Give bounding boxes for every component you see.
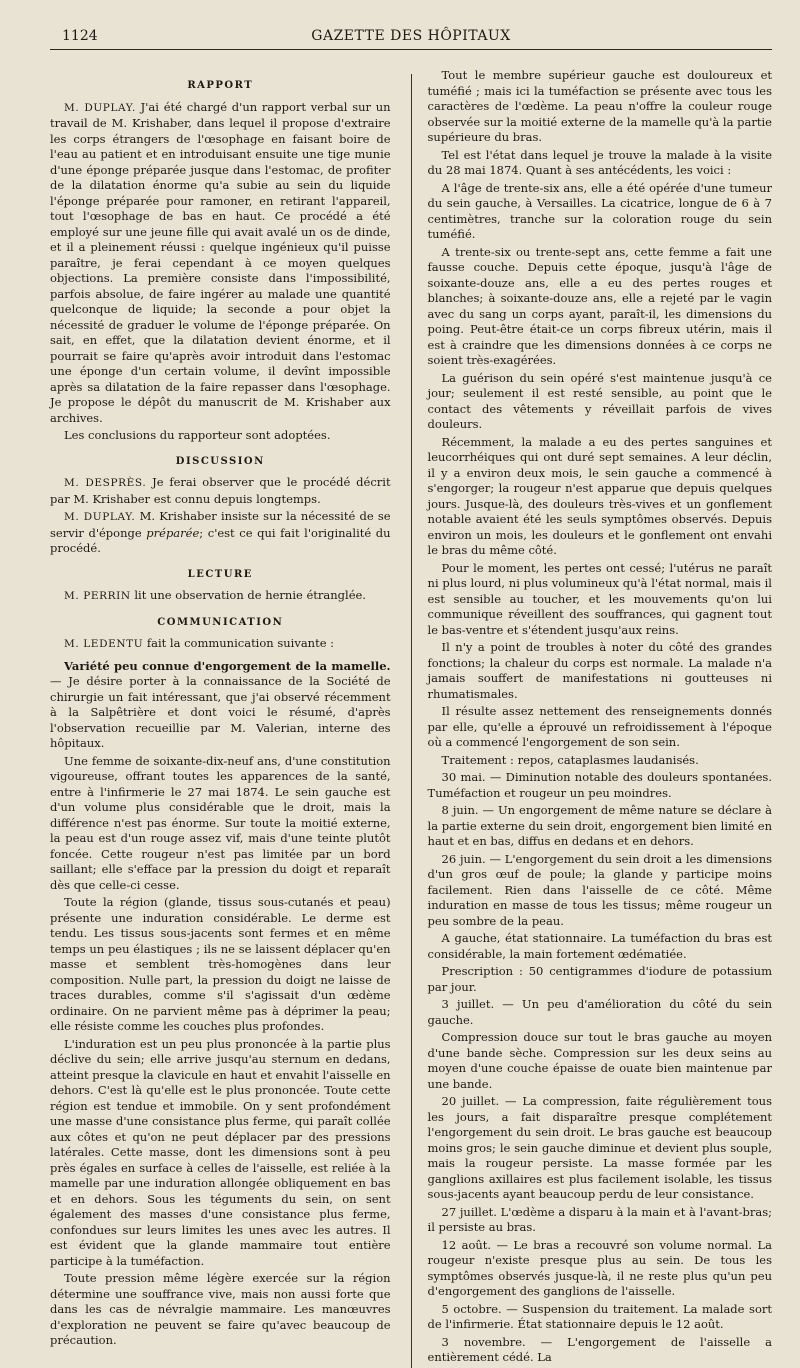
column-divider bbox=[411, 74, 412, 1368]
paragraph: Compression douce sur tout le bras gauche au moyen d'une bande sèche. Compression sur les deux seins au moyen d'une couche épaisse de ouate bien maintenue par une bande. bbox=[427, 1030, 772, 1091]
paragraph: 30 mai. — Diminution notable des douleurs spontanées. Tuméfaction et rougeur un peu moindres. bbox=[427, 770, 772, 800]
paragraph bbox=[50, 588, 391, 605]
paragraph-text: J'ai été chargé d'un rapport verbal sur un travail de M. Krishaber, dans lequel il propose d'extraire les corps étrangers de l'œsophage en faisant boire de l'eau au patient et en introduisant ensuite une tige munie d'une éponge préparée jusque dans l'estomac, de profiter de la dilatation énorme qu'a subie au sein du liquide l'éponge préparée pour ramoner, en retirant l'appareil, tout l'œsophage de bas en haut. Ce procédé a été employé sur une jeune fille qui avait avalé un os de dinde, et il a pleinement réussi : quelque ingénieux qu'il puisse paraître, je ferai cependant à ce moyen quelques objections. La première consiste dans l'impossibilité, parfois absolue, de faire ingérer au malade une quantité quelconque de liquide; la seconde a pour objet la nécessité de graduer le volume de l'éponge préparée. On sait, en effet, que la dilatation devient énorme, et il pourrait se faire qu'après avoir introduit dans l'estomac une éponge d'un certain volume, il devînt impossible après sa dilatation de la faire repasser dans l'œsophage. Je propose le dépôt du manuscrit de M. Krishaber aux archives. bbox=[50, 99, 391, 425]
columns bbox=[50, 68, 772, 1368]
right-column bbox=[428, 68, 772, 1368]
paragraph-text: M. Krishaber insiste sur la nécessité de se servir d'éponge bbox=[50, 509, 391, 540]
journal-title: GAZETTE DES HÔPITAUX bbox=[311, 28, 511, 44]
paragraph: Toute pression même légère exercée sur la région détermine une souffrance vive, mais non aussi forte que dans les cas de névralgie mammaire. Les manœuvres d'exploration ne peuvent se faire qu'avec beaucoup de précaution. bbox=[50, 1271, 391, 1347]
paragraph: 20 juillet. — La compression, faite régulièrement tous les jours, a fait disparaître presque complétement l'engorgement du sein droit. Le bras gauche est beaucoup moins gros; le sein gauche diminue et devient plus souple, mais la rougeur persiste. La masse formée par les ganglions axillaires est plus facilement isolable, les tissus sous-jacents ayant beaucoup perdu de leur consistance. bbox=[427, 1094, 772, 1201]
paragraph: Il résulte assez nettement des renseignements donnés par elle, qu'elle a éprouvé un refroidissement à l'époque où a commencé l'engorgement de son sein. bbox=[427, 704, 772, 749]
paragraph: 5 octobre. — Suspension du traitement. La malade sort de l'infirmerie. État stationnaire depuis le 12 août. bbox=[427, 1301, 772, 1331]
paragraph: Pour le moment, les pertes ont cessé; l'utérus ne paraît ni plus lourd, ni plus volumineux qu'à l'état normal, mais il est sensible au toucher, et les mouvements qu'on lui communique réveillent des souffrances, qui gagnent tout le bas-ventre et s'étendent jusqu'aux reins. bbox=[427, 560, 772, 637]
paragraph bbox=[50, 475, 391, 507]
paragraph: 26 juin. — L'engorgement du sein droit a les dimensions d'un gros œuf de poule; la glande y participe moins facilement. Rien dans l'aisselle de ce côté. Même induration en masse de tous les tissus; même rougeur un peu sombre de la peau. bbox=[427, 851, 772, 928]
section-heading-lecture: LECTURE bbox=[187, 568, 253, 580]
speaker-name: M. DUPLAY. bbox=[64, 511, 136, 523]
speaker-name: M. PERRIN bbox=[64, 590, 131, 602]
speaker-name: M. DESPRÈS. bbox=[64, 477, 147, 489]
left-column bbox=[50, 68, 395, 1368]
paragraph: 27 juillet. L'œdème a disparu à la main et à l'avant-bras; il persiste au bras. bbox=[427, 1204, 772, 1234]
paragraph: Tel est l'état dans lequel je trouve la malade à la visite du 28 mai 1874. Quant à ses antécédents, les voici : bbox=[427, 147, 772, 177]
section-heading-communication: COMMUNICATION bbox=[157, 616, 284, 628]
paragraph: Prescription : 50 centigrammes d'iodure de potassium par jour. bbox=[427, 964, 772, 994]
paragraph bbox=[50, 509, 391, 557]
header-rule bbox=[50, 49, 772, 50]
paragraph-text: ; c'est ce qui fait l'originalité du procédé. bbox=[50, 525, 391, 555]
paragraph: La guérison du sein opéré s'est maintenue jusqu'à ce jour; seulement il est resté sensible, au point que le contact des vêtements y réveillait parfois de vives douleurs. bbox=[427, 370, 772, 431]
paragraph: Traitement : repos, cataplasmes laudanisés. bbox=[441, 752, 699, 767]
speaker-name: M. DUPLAY. bbox=[64, 101, 136, 114]
paragraph bbox=[50, 100, 391, 427]
paragraph bbox=[50, 659, 391, 752]
paragraph: A gauche, état stationnaire. La tuméfaction du bras est considérable, la main fortement œdématiée. bbox=[427, 931, 772, 961]
paragraph-text: — Je désire porter à la connaissance de la Société de chirurgie un fait intéressant, que j'ai observé récemment à la Salpêtrière et dont voici le résumé, d'après l'observation recueillie par M. Valerian, interne des hôpitaux. bbox=[50, 674, 391, 750]
paragraph: 3 novembre. — L'engorgement de l'aisselle a entièrement cédé. La bbox=[427, 1334, 772, 1364]
paragraph-text: lit une observation de hernie étranglée. bbox=[134, 588, 366, 602]
section-heading-discussion: DISCUSSION bbox=[175, 455, 265, 467]
page-header bbox=[50, 20, 772, 50]
italic-word: préparée bbox=[146, 525, 200, 540]
paragraph bbox=[50, 636, 391, 653]
paragraph: Tout le membre supérieur gauche est douloureux et tuméfié ; mais ici la tuméfaction se présente avec tous les caractères de l'œdème. La peau n'offre la couleur rouge observée sur la moitié externe de la mamelle qu'à la partie supérieure du bras. bbox=[427, 68, 772, 144]
paragraph: Récemment, la malade a eu des pertes sanguines et leucorrhéiques qui ont duré sept semaines. A leur déclin, il y a environ deux mois, le sein gauche a commencé à s'engorger; la rougeur n'est apparue que depuis quelques jours. Jusque-là, des douleurs très-vives et un gonflement notable avaient été les seuls symptômes observés. Depuis environ un mois, les douleurs et le gonflement ont envahi le bras du même côté. bbox=[427, 434, 772, 557]
paragraph: 12 août. — Le bras a recouvré son volume normal. La rougeur n'existe presque plus au sein. De tous les symptômes observés jusque-là, il ne reste plus qu'un peu d'engorgement des ganglions de l'aisselle. bbox=[427, 1237, 772, 1298]
page-number: 1124 bbox=[62, 28, 98, 44]
paragraph: A l'âge de trente-six ans, elle a été opérée d'une tumeur du sein gauche, à Versailles. La cicatrice, longue de 6 à 7 centimètres, tranche sur la coloration rouge du sein tuméfié. bbox=[427, 180, 772, 241]
paragraph-text: Je ferai observer que le procédé décrit par M. Krishaber est connu depuis longtemps. bbox=[50, 475, 391, 506]
paragraph-text: fait la communication suivante : bbox=[146, 636, 335, 650]
paragraph: Il n'y a point de troubles à noter du côté des grandes fonctions; la chaleur du corps est normale. La malade n'a jamais souffert de manifestations ni goutteuses ni rhumatismales. bbox=[427, 640, 772, 701]
article-title: Variété peu connue d'engorgement de la mamelle. bbox=[64, 658, 391, 673]
paragraph: L'induration est un peu plus prononcée à la partie plus déclive du sein; elle arrive jusqu'au sternum en dedans, atteint presque la clavicule en haut et envahit l'aisselle en dehors. C'est là qu'elle est le plus prononcée. Toute cette région est tendue et immobile. On y sent profondément une masse d'une consistance plus ferme, qui paraît collée aux côtes et qu'on ne peut déplacer par des pressions latérales. Cette masse, dont les dimensions sont à peu près égales en surface à celles de l'aisselle, est reliée à la mamelle par une induration allongée obliquement en bas et en dehors. Sous les téguments du sein, on sent également des masses d'une consistance plus ferme, confondues sur leurs limites les unes avec les autres. Il est évident que la glande mammaire tout entière participe à la tuméfaction. bbox=[50, 1036, 391, 1268]
paragraph: A trente-six ou trente-sept ans, cette femme a fait une fausse couche. Depuis cette époque, jusqu'à l'âge de soixante-douze ans, elle a eu des pertes rouges et blanches; à soixante-douze ans, elle a rejeté par le vagin avec du sang un corps ayant, paraît-il, les dimensions du poing. Peut-être était-ce un corps fibreux utérin, mais il est à craindre que les dimensions données à ce corps ne soient très-exagérées. bbox=[427, 244, 772, 367]
paragraph: Une femme de soixante-dix-neuf ans, d'une constitution vigoureuse, offrant toutes les apparences de la santé, entre à l'infirmerie le 27 mai 1874. Le sein gauche est d'un volume plus considérable que le droit, mais la différence n'est pas énorme. Sur toute la moitié externe, la peau est d'un rouge assez vif, mais d'une teinte plutôt foncée. Cette rougeur n'est pas limitée par un bord saillant; elle s'efface par la pression du doigt et reparaît dès que celle-ci cesse. bbox=[50, 753, 391, 892]
paragraph: Toute la région (glande, tissus sous-cutanés et peau) présente une induration considérable. Le derme est tendu. Les tissus sous-jacents sont fermes et en même temps un peu élastiques ; ils ne se laissent déplacer qu'en masse et semblent très-homogènes dans leur composition. Nulle part, la pression du doigt ne laisse de traces durables, comme s'il s'agissait d'un œdème ordinaire. On ne parvient même pas à déprimer la peau; elle résiste comme les couches plus profondes. bbox=[50, 895, 391, 1033]
section-heading-rapport: RAPPORT bbox=[187, 80, 254, 91]
paragraph: 8 juin. — Un engorgement de même nature se déclare à la partie externe du sein droit, engorgement bien limité en haut et en bas, diffus en dedans et en dehors. bbox=[427, 803, 772, 848]
speaker-name: M. LEDENTU bbox=[64, 638, 144, 650]
paragraph: 3 juillet. — Un peu d'amélioration du côté du sein gauche. bbox=[427, 997, 772, 1027]
paragraph: Les conclusions du rapporteur sont adoptées. bbox=[64, 428, 331, 442]
